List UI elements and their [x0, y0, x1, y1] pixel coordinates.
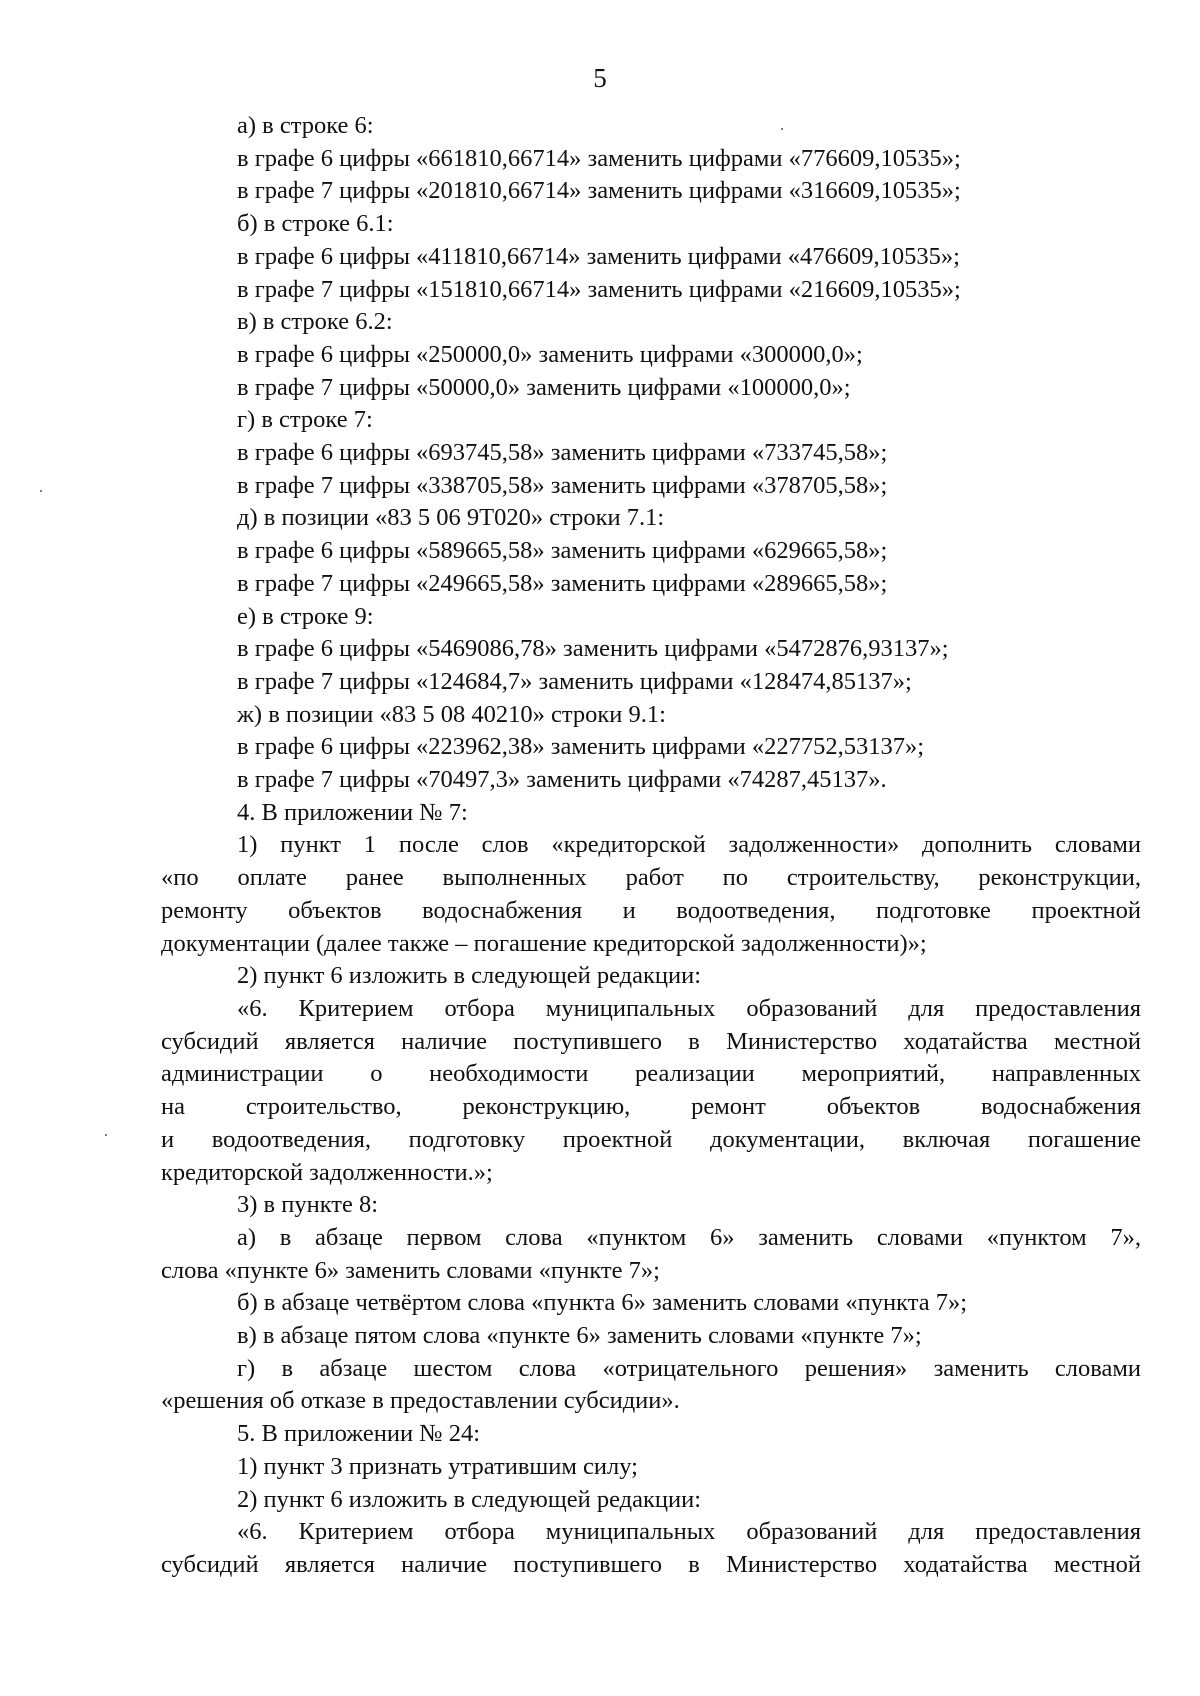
paragraph-line: и водоотведения, подготовку проектной документации, включая погашение — [161, 1125, 1141, 1153]
paragraph-line: а) в абзаце первом слова «пунктом 6» заменить словами «пунктом 7», — [237, 1223, 1141, 1251]
text-line: д) в позиции «83 5 06 9Т020» строки 7.1: — [237, 504, 665, 532]
text-line: в графе 6 цифры «693745,58» заменить цифрами «733745,58»; — [237, 439, 888, 467]
paragraph-line: на строительство, реконструкцию, ремонт объектов водоснабжения — [161, 1093, 1141, 1121]
document-body — [161, 110, 1141, 1582]
scan-speck — [105, 1134, 107, 1136]
text-line: в графе 7 цифры «70497,3» заменить цифрами «74287,45137». — [237, 766, 887, 794]
paragraph-line: «6. Критерием отбора муниципальных образований для предоставления — [237, 994, 1141, 1022]
text-line: в графе 7 цифры «50000,0» заменить цифрами «100000,0»; — [237, 373, 851, 401]
paragraph-line: субсидий является наличие поступившего в Министерство ходатайства местной — [161, 1027, 1141, 1055]
paragraph-line: 1) пункт 1 после слов «кредиторской задолженности» дополнить словами — [237, 831, 1141, 859]
text-line: в графе 6 цифры «5469086,78» заменить цифрами «5472876,93137»; — [237, 635, 949, 663]
paragraph-line: ремонту объектов водоснабжения и водоотведения, подготовке проектной — [161, 896, 1141, 924]
text-line: в) в абзаце пятом слова «пункте 6» заменить словами «пункте 7»; — [237, 1322, 922, 1350]
paragraph-line: кредиторской задолженности.»; — [161, 1158, 493, 1186]
text-line: в графе 7 цифры «124684,7» заменить цифрами «128474,85137»; — [237, 667, 912, 695]
text-line: в графе 6 цифры «250000,0» заменить цифрами «300000,0»; — [237, 340, 863, 368]
section-heading: 4. В приложении № 7: — [237, 798, 468, 826]
text-line: в графе 7 цифры «338705,58» заменить цифрами «378705,58»; — [237, 471, 888, 499]
paragraph-line: «по оплате ранее выполненных работ по строительству, реконструкции, — [161, 864, 1141, 892]
text-line: в графе 6 цифры «223962,38» заменить цифрами «227752,53137»; — [237, 733, 925, 761]
scan-speck — [781, 128, 783, 130]
text-line: в графе 7 цифры «249665,58» заменить цифрами «289665,58»; — [237, 569, 888, 597]
text-line: г) в строке 7: — [237, 406, 373, 434]
text-line: в графе 7 цифры «151810,66714» заменить цифрами «216609,10535»; — [237, 275, 961, 303]
text-line: б) в строке 6.1: — [237, 210, 394, 238]
text-line: в графе 7 цифры «201810,66714» заменить цифрами «316609,10535»; — [237, 177, 961, 205]
text-line: в графе 6 цифры «661810,66714» заменить цифрами «776609,10535»; — [237, 144, 961, 172]
paragraph-line: документации (далее также – погашение кредиторской задолженности)»; — [161, 929, 927, 957]
text-line: а) в строке 6: — [237, 112, 374, 139]
text-line: 2) пункт 6 изложить в следующей редакции: — [237, 1485, 702, 1513]
paragraph-line: «решения об отказе в предоставлении субсидии». — [161, 1387, 680, 1415]
paragraph-line: субсидий является наличие поступившего в Министерство ходатайства местной — [161, 1550, 1141, 1578]
text-line: в графе 6 цифры «411810,66714» заменить цифрами «476609,10535»; — [237, 242, 960, 270]
text-line: е) в строке 9: — [237, 602, 374, 630]
paragraph-line: г) в абзаце шестом слова «отрицательного решения» заменить словами — [237, 1354, 1141, 1382]
paragraph-line: слова «пункте 6» заменить словами «пункте 7»; — [161, 1256, 660, 1284]
text-line: 2) пункт 6 изложить в следующей редакции: — [237, 962, 702, 990]
text-line: 1) пункт 3 признать утратившим силу; — [237, 1452, 638, 1480]
page-number: 5 — [593, 63, 607, 93]
text-line: в) в строке 6.2: — [237, 308, 393, 336]
section-heading: 5. В приложении № 24: — [237, 1420, 481, 1448]
text-line: в графе 6 цифры «589665,58» заменить цифрами «629665,58»; — [237, 537, 888, 565]
scan-speck — [40, 490, 42, 492]
text-line: ж) в позиции «83 5 08 40210» строки 9.1: — [237, 700, 666, 728]
paragraph-line: администрации о необходимости реализации мероприятий, направленных — [161, 1060, 1141, 1088]
text-line: 3) в пункте 8: — [237, 1191, 379, 1219]
paragraph-line: «6. Критерием отбора муниципальных образований для предоставления — [237, 1518, 1141, 1546]
text-line: б) в абзаце четвёртом слова «пункта 6» заменить словами «пункта 7»; — [237, 1289, 968, 1317]
